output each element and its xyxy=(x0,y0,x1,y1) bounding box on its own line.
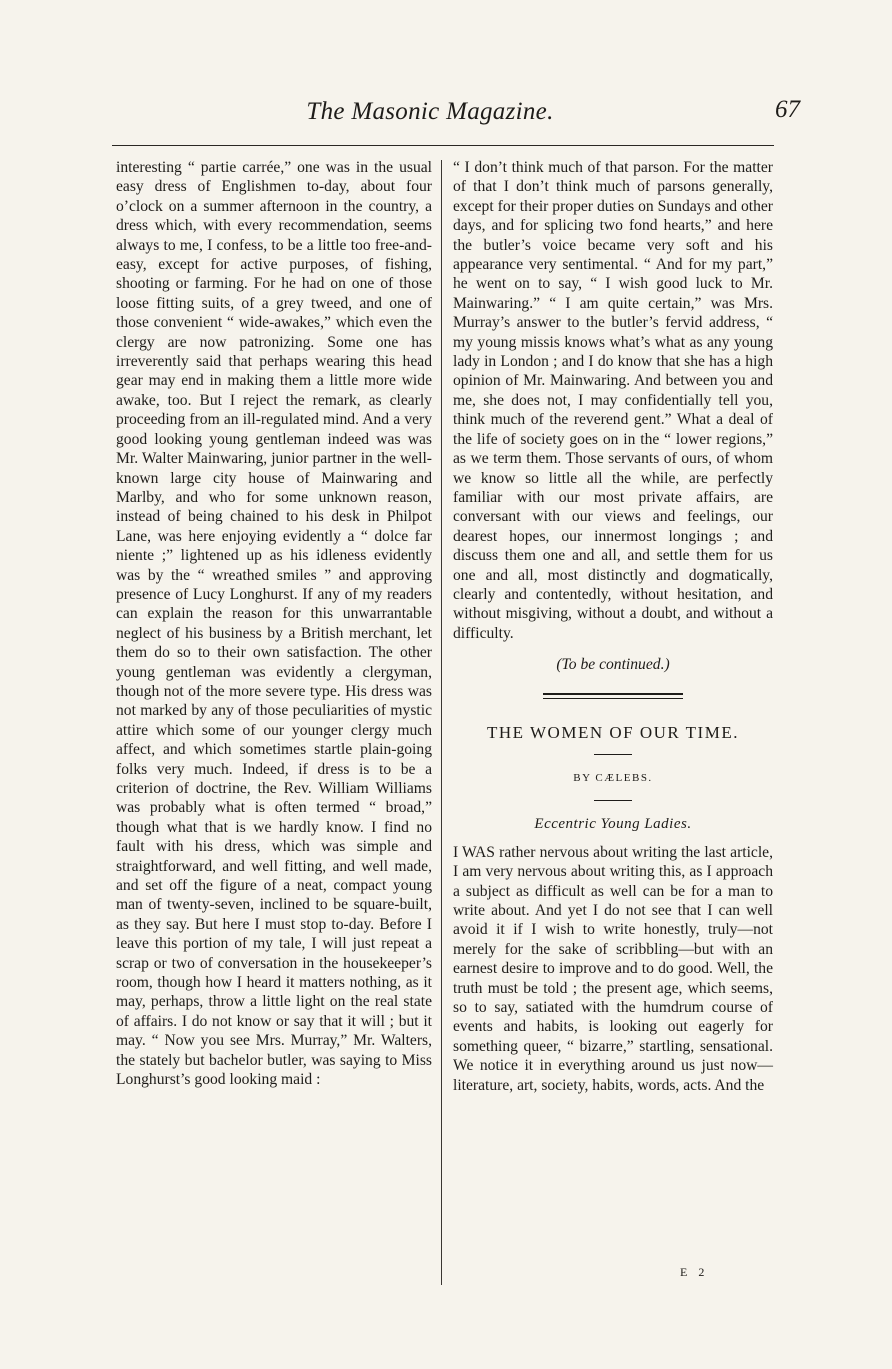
article-title: THE WOMEN OF OUR TIME. xyxy=(487,722,739,742)
left-column xyxy=(116,158,432,1090)
story-continuation-text: “ I don’t think much of that parson. For the matter of that I don’t think much of parsons generally, except for their proper duties on Sundays and other days, and for splicing two fond hearts,” and here the butler’s voice became very soft and his appearance very sentimental. “ And for my part,” he went on to say, “ I wish good luck to Mr. Mainwaring.” “ I am quite certain,” was Mrs. Murray’s answer to the butler’s fervid address, “ my young missis knows what’s what as any young lady in London ; and I do know that she has a high opinion of Mr. Mainwaring. And between you and me, she does not, I may confidentially tell you, think much of the reverend gent.” What a deal of the life of society goes on in the “ lower regions,” as we term them. Those servants of ours, of whom we know so little all the while, are perfectly familiar with our most private affairs, are conversant with our views and feelings, our dearest hopes, our innermost longings ; and discuss them one and all, and settle them for us one and all, most distinctly and dogmatically, clearly and contentedly, without hesitation, and without misgiving, without a doubt, and without a difficulty. xyxy=(453,159,773,642)
running-title: The Masonic Magazine. xyxy=(306,98,554,125)
header-rule xyxy=(112,145,774,146)
article-byline: BY CÆLEBS. xyxy=(573,771,653,784)
section-heading: Eccentric Young Ladies. xyxy=(534,816,692,833)
section-separator xyxy=(543,693,683,699)
byline-rule xyxy=(594,800,632,801)
signature-mark: E 2 xyxy=(680,1265,709,1279)
page-number: 67 xyxy=(775,96,800,123)
running-header xyxy=(60,94,800,138)
continued-note: (To be continued.) xyxy=(556,656,670,674)
right-column xyxy=(453,158,773,1095)
article-body-text: I WAS rather nervous about writing the last article, I am very nervous about writing this, as I approach a subject as difficult as well can be for a man to write about. And yet I do not see that I can well avoid it if I wish to write honestly, truly—not merely for the sake of scribbling—but with an earnest desire to improve and to do good. Well, the truth must be told ; the present age, which seems, so to say, satiated with the humdrum course of events and habits, is looking out eagerly for something queer, “ bizarre,” startling, sensational. We notice it in everything around us just now—literature, art, society, habits, words, acts. And the xyxy=(453,843,773,1094)
left-column-text: interesting “ partie carrée,” one was in the usual easy dress of Englishmen to-day, about four o’clock on a summer afternoon in the country, a dress which, with every recommendation, seems always to me, I confess, to be a little too free-and-easy, except for active purposes, of fishing, shooting or farming. For he had on one of those loose fitting suits, of a grey tweed, and one of those convenient “ wide-awakes,” which even the clergy are now patronizing. Some one has irreverently said that perhaps wearing this head gear may end in making them a little more wide awake, too. But I reject the remark, as clearly proceeding from an ill-regulated mind. And a very good looking young gentleman indeed was was Mr. Walter Mainwaring, junior partner in the well-known large city house of Mainwaring and Marlby, and who for some unknown reason, instead of being chained to his desk in Philpot Lane, was here enjoying evidently a “ dolce far niente ;” lightened up as his idleness evidently was by the “ wreathed smiles ” and approving presence of Lucy Longhurst. If any of my readers can explain the reason for this unwarrantable neglect of his business by a British merchant, let them do so to their own satisfaction. The other young gentleman was evidently a clergyman, though not of the more severe type. His dress was not marked by any of those peculiarities of mystic attire which some of our younger clergy much affect, and which sometimes startle plain-going folks very much. Indeed, if dress is to be a criterion of doctrine, the Rev. William Williams was probably what is often termed “ broad,” though what that is we hardly know. I find no fault with his dress, which was simple and straightforward, and well fitting, and well made, and set off the figure of a neat, compact young man of twenty-seven, inclined to be square-built, as they say. But here I must stop to-day. Before I leave this portion of my tale, I will just repeat a scrap or two of conversation in the housekeeper’s room, though how I heard it matters nothing, as it may, perhaps, throw a little light on the real state of affairs. I do not know or say that it will ; but it may. “ Now you see Mrs. Murray,” Mr. Walters, the stately but bachelor butler, was saying to Miss Longhurst’s good looking maid : xyxy=(116,159,432,1089)
title-rule xyxy=(594,754,632,755)
column-divider xyxy=(441,160,442,1285)
